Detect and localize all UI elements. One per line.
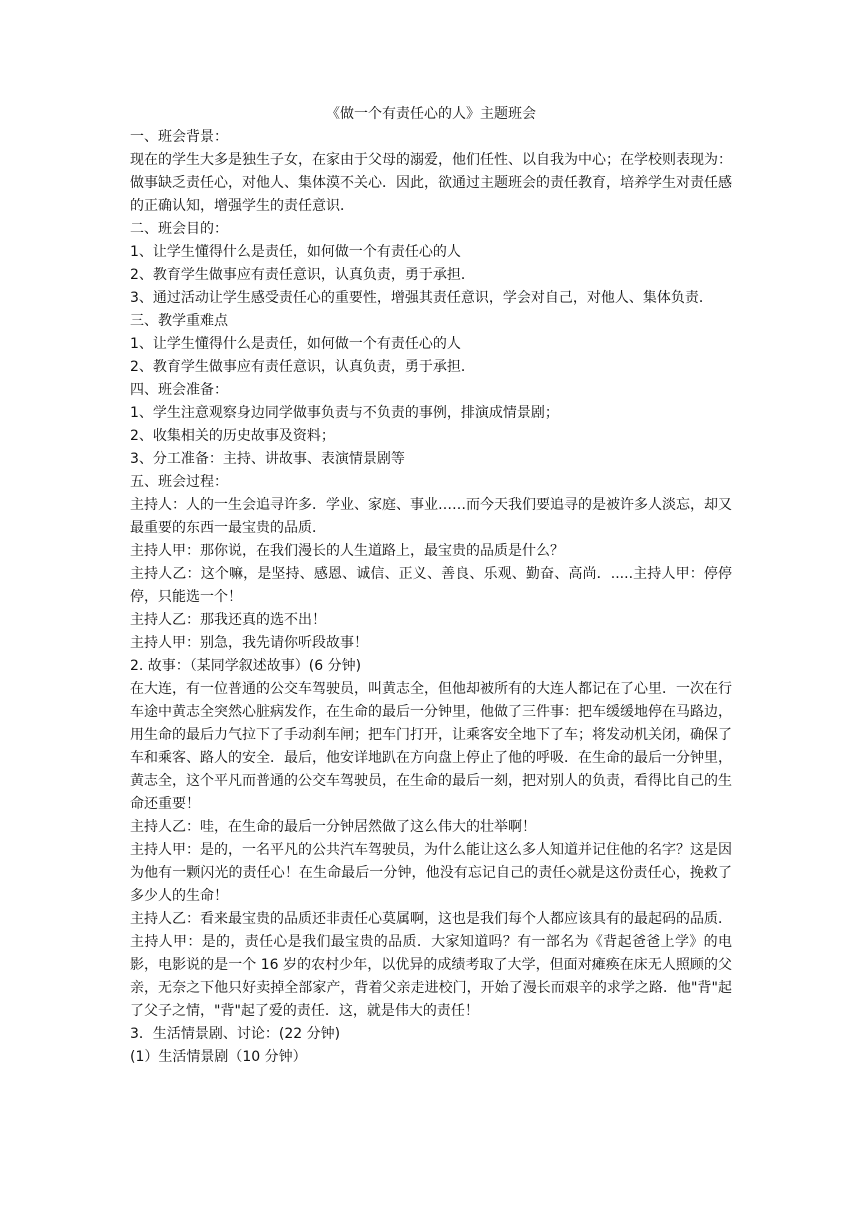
- dialogue-line: 主持人乙：这个嘛，是坚持、感恩、诚信、正义、善良、乐观、勤奋、高尚．.....主持人甲：停停停，只能选一个！: [130, 566, 732, 605]
- document-title: 《做一个有责任心的人》主题班会: [326, 106, 536, 122]
- dialogue-line: 主持人甲：是的，责任心是我们最宝贵的品质．大家知道吗？有一部名为《背起爸爸上学》的电影，电影说的是一个 16 岁的农村少年，以优异的成绩考取了大学，但面对瘫痪在床无人照顾的父亲，无奈之下他只好卖掉全部家产，背着父亲走进校门，开始了漫长而艰辛的求学之路．他"背"起了父子之情，"背"起了爱的责任．这，就是伟大的责任！: [130, 934, 732, 1019]
- dialogue-line: 主持人乙：哇，在生命的最后一分钟居然做了这么伟大的壮举啊！: [130, 819, 536, 835]
- dialogue-line: 主持人甲：那你说，在我们漫长的人生道路上，最宝贵的品质是什么？: [130, 543, 564, 559]
- dialogue-line: 主持人：人的一生会追寻许多．学业、家庭、事业……而今天我们要追寻的是被许多人淡忘，却又最重要的东西一最宝贵的品质．: [130, 497, 732, 536]
- list-item: 3、通过活动让学生感受责任心的重要性，增强其责任意识，学会对自己，对他人、集体负责．: [130, 290, 713, 306]
- heading-purpose: 二、班会目的：: [130, 221, 228, 237]
- section-story: 2. 故事：（某同学叙述故事）(6 分钟): [130, 658, 362, 674]
- list-item: 3、分工准备：主持、讲故事、表演情景剧等: [130, 451, 405, 467]
- paragraph: 现在的学生大多是独生子女，在家由于父母的溺爱，他们任性、以自我为中心；在学校则表现为：做事缺乏责任心，对他人、集体漠不关心．因此，欲通过主题班会的责任教育，培养学生对责任感的正确认知，增强学生的责任意识．: [130, 152, 732, 214]
- dialogue-line: 主持人甲：别急，我先请你听段故事！: [130, 635, 368, 651]
- section-drama: 3．生活情景剧、讨论：(22 分钟): [130, 1026, 341, 1042]
- list-item: 1、学生注意观察身边同学做事负责与不负责的事例，排演成情景剧；: [130, 405, 559, 421]
- heading-preparation: 四、班会准备：: [130, 382, 228, 398]
- subsection-drama: (1）生活情景剧（10 分钟）: [130, 1049, 307, 1065]
- dialogue-line: 主持人乙：那我还真的选不出！: [130, 612, 326, 628]
- dialogue-line: 主持人乙：看来最宝贵的品质还非责任心莫属啊，这也是我们每个人都应该具有的最起码的品质．: [130, 911, 732, 927]
- heading-background: 一、班会背景：: [130, 129, 228, 145]
- heading-key-points: 三、教学重难点: [130, 313, 228, 329]
- list-item: 2、收集相关的历史故事及资料；: [130, 428, 335, 444]
- list-item: 2、教育学生做事应有责任意识，认真负责，勇于承担．: [130, 359, 475, 375]
- list-item: 2、教育学生做事应有责任意识，认真负责，勇于承担．: [130, 267, 475, 283]
- dialogue-line: 主持人甲：是的，一名平凡的公共汽车驾驶员，为什么能让这么多人知道并记住他的名字？这是因为他有一颗闪光的责任心！在生命最后一分钟，他没有忘记自己的责任◇就是这份责任心，挽救了多少人的生命！: [130, 842, 732, 904]
- document-page: [130, 103, 732, 1069]
- heading-process: 五、班会过程：: [130, 474, 228, 490]
- story-paragraph: 在大连，有一位普通的公交车驾驶员，叫黄志全，但他却被所有的大连人都记在了心里．一次在行车途中黄志全突然心脏病发作，在生命的最后一分钟里，他做了三件事：把车缓缓地停在马路边，用生命的最后力气拉下了手动刹车闸；把车门打开，让乘客安全地下了车；将发动机关闭，确保了车和乘客、路人的安全．最后，他安详地趴在方向盘上停止了他的呼吸．在生命的最后一分钟里，黄志全，这个平凡而普通的公交车驾驶员，在生命的最后一刻，把对别人的负责，看得比自己的生命还重要！: [130, 681, 732, 812]
- list-item: 1、让学生懂得什么是责任，如何做一个有责任心的人: [130, 244, 461, 260]
- list-item: 1、让学生懂得什么是责任，如何做一个有责任心的人: [130, 336, 461, 352]
